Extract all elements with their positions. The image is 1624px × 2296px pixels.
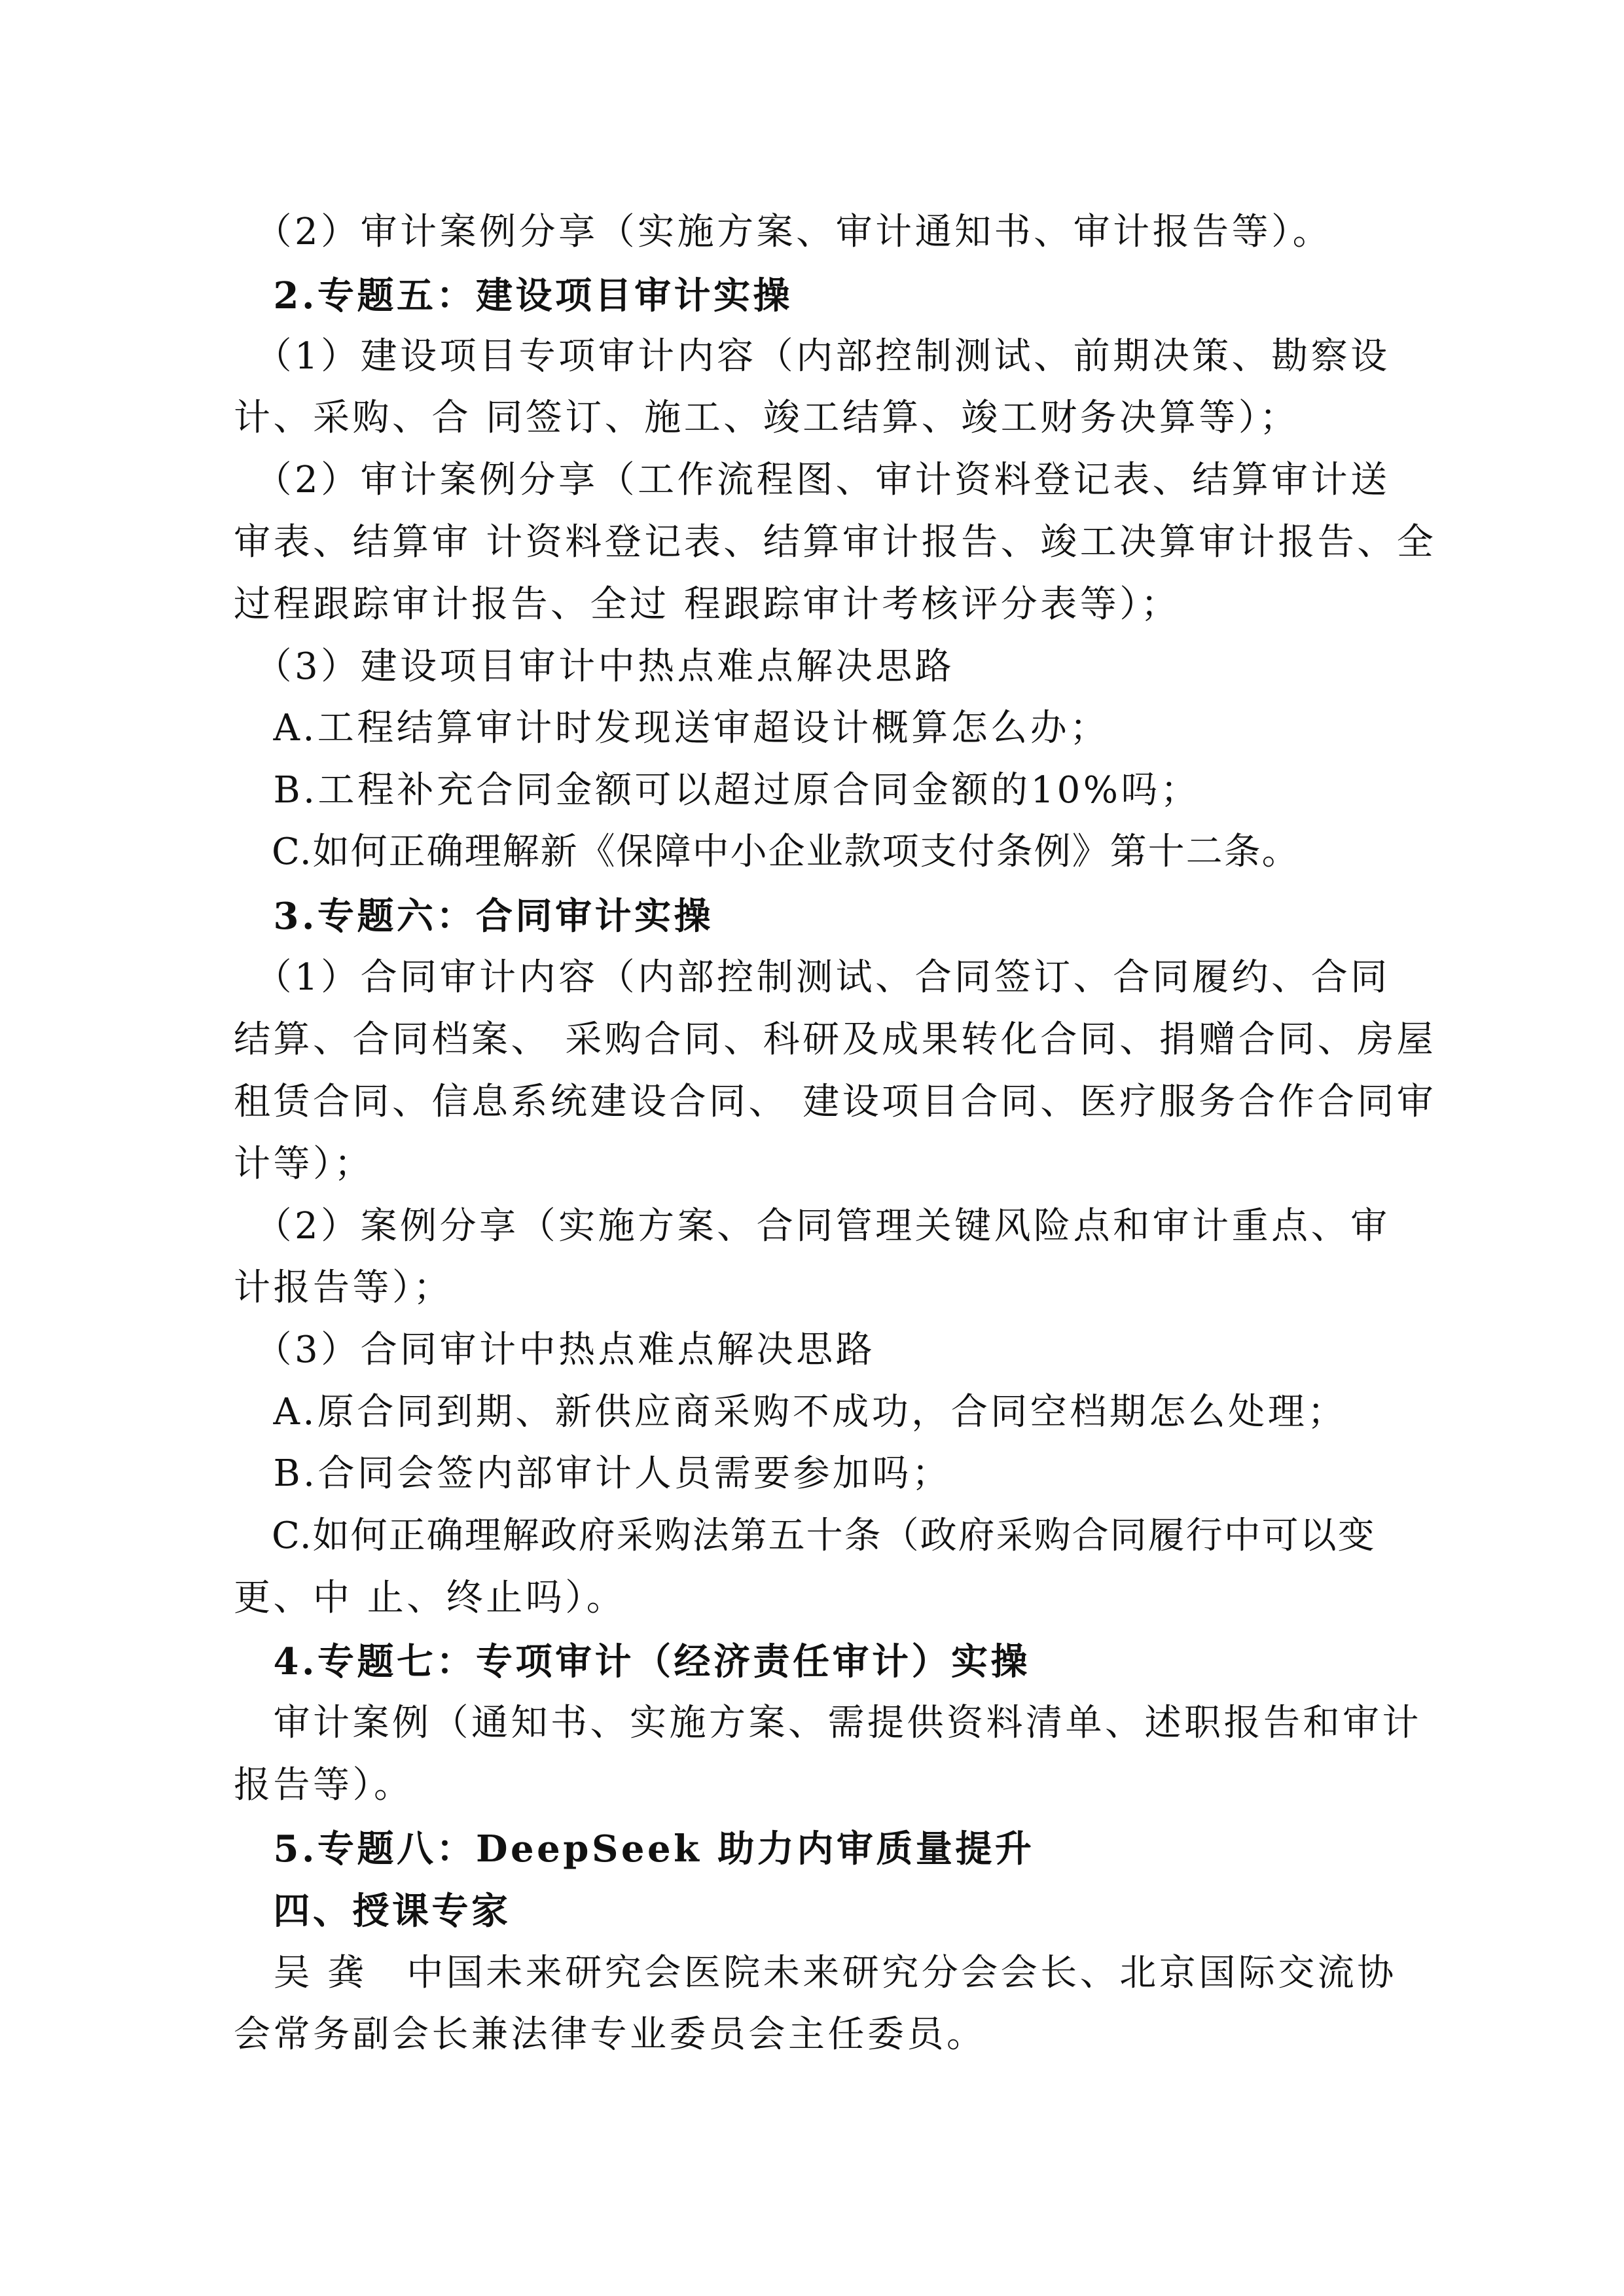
text-line: （1）合同审计内容（内部控制测试、合同签订、合同履约、合同 bbox=[234, 956, 1390, 999]
section-heading: 2.专题五：建设项目审计实操 bbox=[234, 274, 793, 317]
text-line: （3）合同审计中热点难点解决思路 bbox=[234, 1329, 876, 1371]
text-line: 审计案例（通知书、实施方案、需提供资料清单、述职报告和审计 bbox=[234, 1702, 1422, 1744]
section-heading: 4.专题七：专项审计（经济责任审计）实操 bbox=[234, 1640, 1030, 1683]
text-line: 吴 龚 中国未来研究会医院未来研究分会会长、北京国际交流协 bbox=[234, 1952, 1397, 1994]
section-heading: 3.专题六：合同审计实操 bbox=[234, 895, 713, 938]
text-line: （3）建设项目审计中热点难点解决思路 bbox=[234, 645, 955, 688]
text-line: （1）建设项目专项审计内容（内部控制测试、前期决策、勘察设 bbox=[234, 335, 1390, 378]
section-heading: 5.专题八：DeepSeek 助力内审质量提升 bbox=[234, 1827, 1035, 1871]
text-line: 会常务副会长兼法律专业委员会主任委员。 bbox=[234, 2013, 986, 2056]
text-line: （2）审计案例分享（工作流程图、审计资料登记表、结算审计送 bbox=[234, 459, 1390, 501]
text-line: A.原合同到期、新供应商采购不成功，合同空档期怎么处理； bbox=[234, 1391, 1347, 1433]
text-line: 过程跟踪审计报告、全过 程跟踪审计考核评分表等）； bbox=[234, 583, 1181, 626]
text-line: 计报告等）； bbox=[234, 1266, 453, 1309]
text-line: C.如何正确理解政府采购法第五十条（政府采购合同履行中可以变 bbox=[234, 1515, 1376, 1557]
text-line: 计、采购、合 同签订、施工、竣工结算、竣工财务决算等）； bbox=[234, 397, 1299, 439]
text-line: 更、中 止、终止吗）。 bbox=[234, 1577, 626, 1619]
text-line: A.工程结算审计时发现送审超设计概算怎么办； bbox=[234, 707, 1110, 749]
text-line: C.如何正确理解新《保障中小企业款项支付条例》第十二条。 bbox=[234, 831, 1300, 873]
text-line: B.合同会签内部审计人员需要参加吗； bbox=[234, 1452, 952, 1495]
text-line: 计等）； bbox=[234, 1143, 374, 1185]
text-line: B.工程补充合同金额可以超过原合同金额的10%吗； bbox=[234, 769, 1200, 812]
text-line: 结算、合同档案、 采购合同、科研及成果转化合同、捐赠合同、房屋 bbox=[234, 1018, 1437, 1061]
text-line: 报告等）。 bbox=[234, 1764, 414, 1806]
section-heading: 四、授课专家 bbox=[234, 1890, 511, 1933]
text-line: 审表、结算审 计资料登记表、结算审计报告、竣工决算审计报告、全 bbox=[234, 521, 1437, 564]
text-line: 租赁合同、信息系统建设合同、 建设项目合同、医疗服务合作合同审 bbox=[234, 1081, 1437, 1123]
text-line: （2）案例分享（实施方案、合同管理关键风险点和审计重点、审 bbox=[234, 1205, 1390, 1247]
text-line: （2）审计案例分享（实施方案、审计通知书、审计报告等）。 bbox=[234, 211, 1333, 253]
